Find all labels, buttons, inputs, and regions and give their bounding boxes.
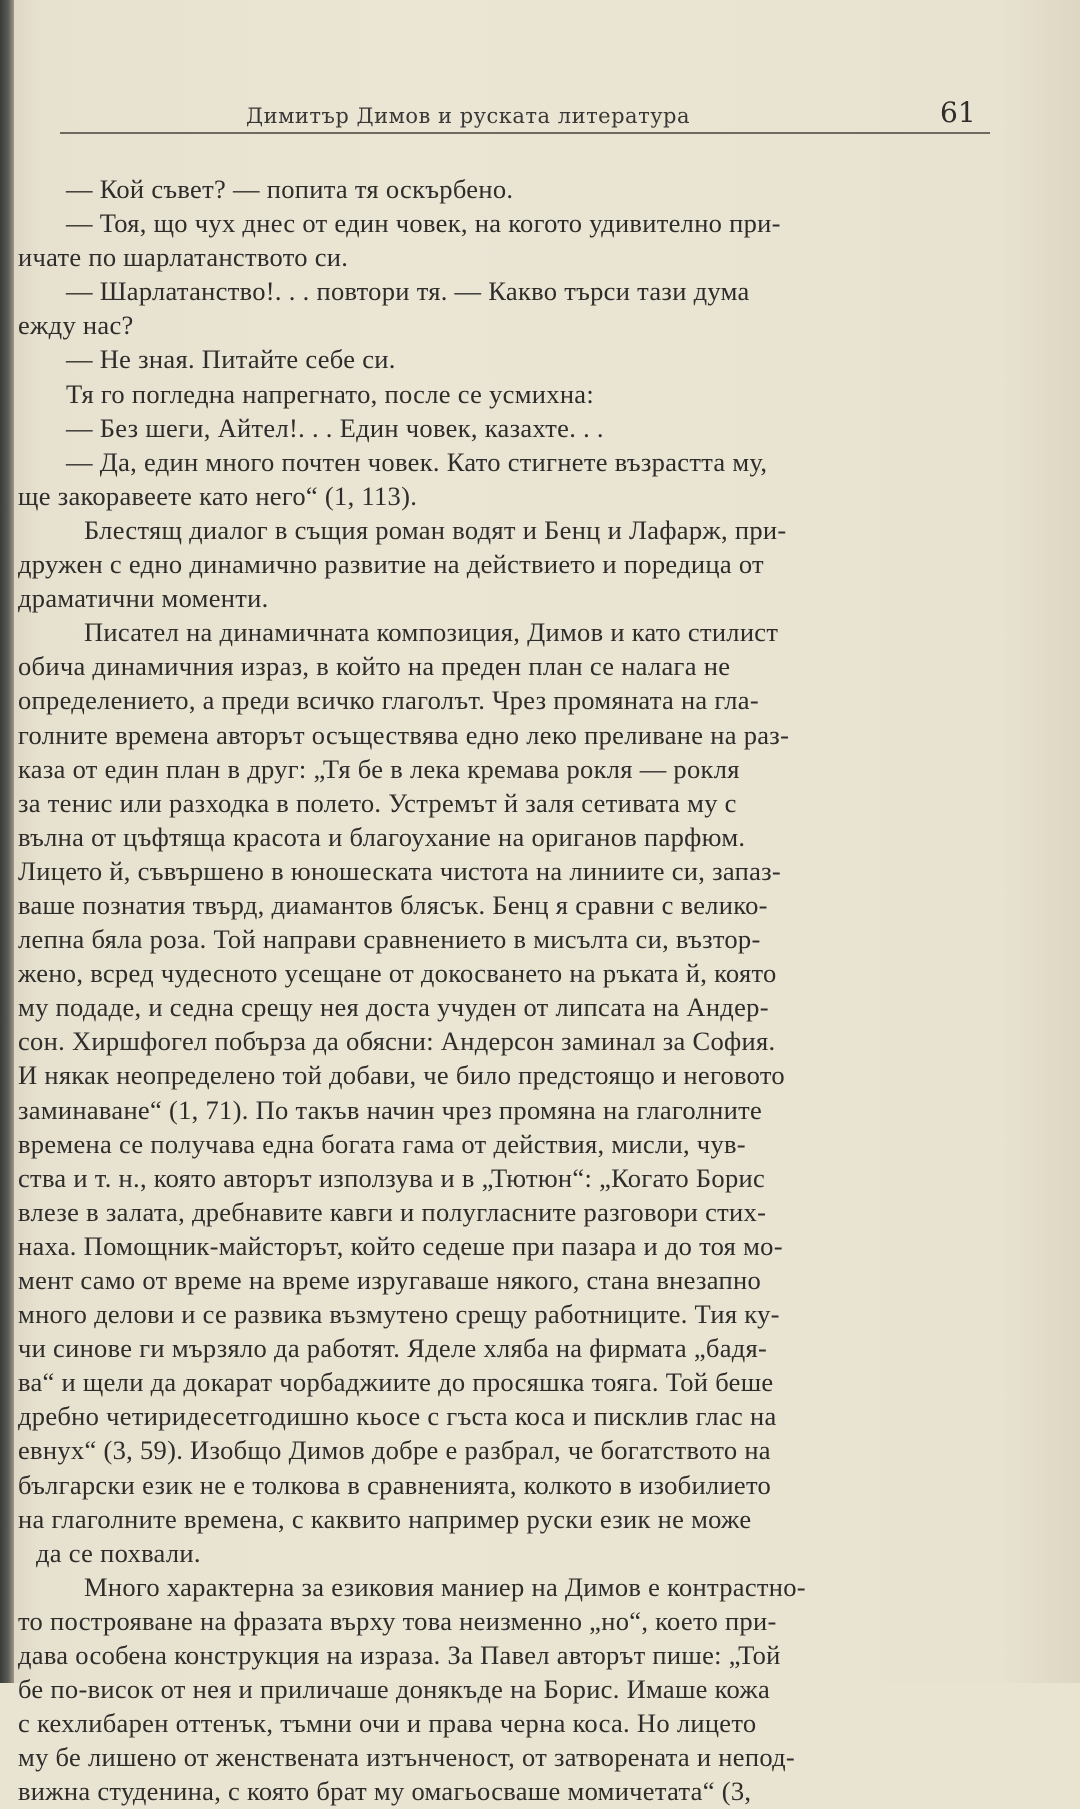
text-line: сон. Хиршфогел побърза да обясни: Андерсон заминал за София. [18, 1026, 776, 1057]
text-line: — Кой съвет? — попита тя оскърбено. [66, 174, 514, 204]
text-line: Тя го погледна напрегнато, после се усмихна: [66, 378, 595, 409]
text-line: ва“ и щели да докарат чорбаджиите до просяшка тояга. Той беше [18, 1367, 774, 1398]
text-line: голните времена авторът осъществява едно леко преливане на раз- [18, 719, 790, 750]
text-line: дребно четиридесетгодишно кьосе с гъста коса и писклив глас на [18, 1401, 777, 1432]
text-line: да се похвали. [36, 1537, 201, 1568]
text-line: български език не е толкова в сравненията, колкото в изобилието [18, 1469, 772, 1500]
text-line: бе по-висок от нея и приличаше донякъде на Борис. Имаше кожа [18, 1674, 771, 1705]
running-header [60, 92, 990, 134]
book-spine [0, 0, 14, 1683]
text-line: обича динамичния израз, в който на преден план се налага не [18, 651, 731, 682]
text-line: — Не зная. Питайте себе си. [66, 344, 396, 375]
text-line: драматични моменти. [18, 583, 269, 614]
text-line: Много характерна за езиковия маниер на Димов е контрастно- [84, 1571, 806, 1602]
text-line: евнух“ (3, 59). Изобщо Димов добре е разбрал, че богатството на [18, 1435, 771, 1466]
text-line: ства и т. н., която авторът използува и в „Тютюн“: „Когато Борис [18, 1162, 766, 1193]
text-line: му подаде, и седна срещу нея доста учуден от липсата на Андер- [18, 992, 769, 1023]
text-line: много делови и се развика възмутено срещу работниците. Тия ку- [18, 1299, 780, 1330]
text-line: за тенис или разходка в полето. Устремът й заля сетивата му с [18, 787, 737, 818]
text-line: му бе лишено от женствената изтънченост, от затворената и непод- [18, 1742, 796, 1773]
text-line: И някак неопределено той добави, че било предстоящо и неговото [18, 1060, 785, 1091]
text-line: заминаване“ (1, 71). По такъв начин чрез промяна на глаголните [18, 1094, 763, 1125]
text-line: ежду нас? [18, 310, 134, 341]
text-line: — Да, един много почтен човек. Като стигнете възрастта му, [66, 446, 768, 477]
text-line: определението, а преди всичко глаголът. Чрез промяната на гла- [18, 685, 759, 716]
text-line: вълна от цъфтяща красота и благоухание на ориганов парфюм. [18, 821, 746, 852]
text-line: мент само от време на време изругаваше някого, стана внезапно [18, 1265, 762, 1295]
header-title: Димитър Димов и руската литература [246, 104, 691, 128]
text-line: жено, всред чудесното усещане от докосването на ръката й, която [18, 958, 777, 989]
text-line: Писател на динамичната композиция, Димов и като стилист [84, 617, 779, 648]
text-line: ще закоравеете като него“ (1, 113). [18, 480, 418, 511]
text-line: чи синове ги мързяло да работят. Яделе хляба на фирмата „бадя- [18, 1333, 768, 1364]
text-line: дава особена конструкция на израза. За Павел авторът пише: „Той [18, 1640, 781, 1671]
text-line: то построяване на фразата върху това неизменно „но“, което при- [18, 1605, 777, 1636]
text-line: дружен с едно динамично развитие на действието и поредица от [18, 549, 764, 580]
text-line: — Без шеги, Айтел!. . . Един човек, казахте. . . [66, 412, 604, 443]
text-line: — Тоя, що чух днес от един човек, на когото удивително при- [66, 208, 781, 239]
text-line: наха. Помощник-майсторът, който седеше при пазара и до тоя мо- [18, 1230, 783, 1261]
text-line: влезе в залата, дребнавите кавги и полугласните разговори стих- [18, 1196, 767, 1227]
text-line: с кехлибарен оттенък, тъмни очи и права черна коса. Но лицето [18, 1708, 757, 1739]
text-line: каза от един план в друг: „Тя бе в лека кремава рокля — рокля [18, 753, 740, 784]
text-line: времена се получава една богата гама от действия, мисли, чув- [18, 1128, 746, 1159]
text-line: Лицето й, съвършено в юношеската чистота на линиите си, запаз- [18, 855, 782, 886]
text-line: на глаголните времена, с каквито например руски език не може [18, 1503, 752, 1534]
text-line: ичате по шарлатанството си. [18, 242, 349, 273]
text-line: ваше познатия твърд, диамантов блясък. Бенц я сравни с велико- [18, 889, 768, 920]
text-line: Блестящ диалог в същия роман водят и Бенц и Лафарж, при- [84, 514, 787, 545]
text-line: лепна бяла роза. Той направи сравнението в мисълта си, възтор- [18, 924, 761, 955]
text-line: вижна студенина, с която брат му омагьосваше момичетата“ (3, [18, 1776, 752, 1807]
page-number: 61 [940, 96, 976, 129]
body-text [18, 172, 1008, 1809]
text-line: — Шарлатанство!. . . повтори тя. — Какво търси тази дума [66, 276, 750, 307]
